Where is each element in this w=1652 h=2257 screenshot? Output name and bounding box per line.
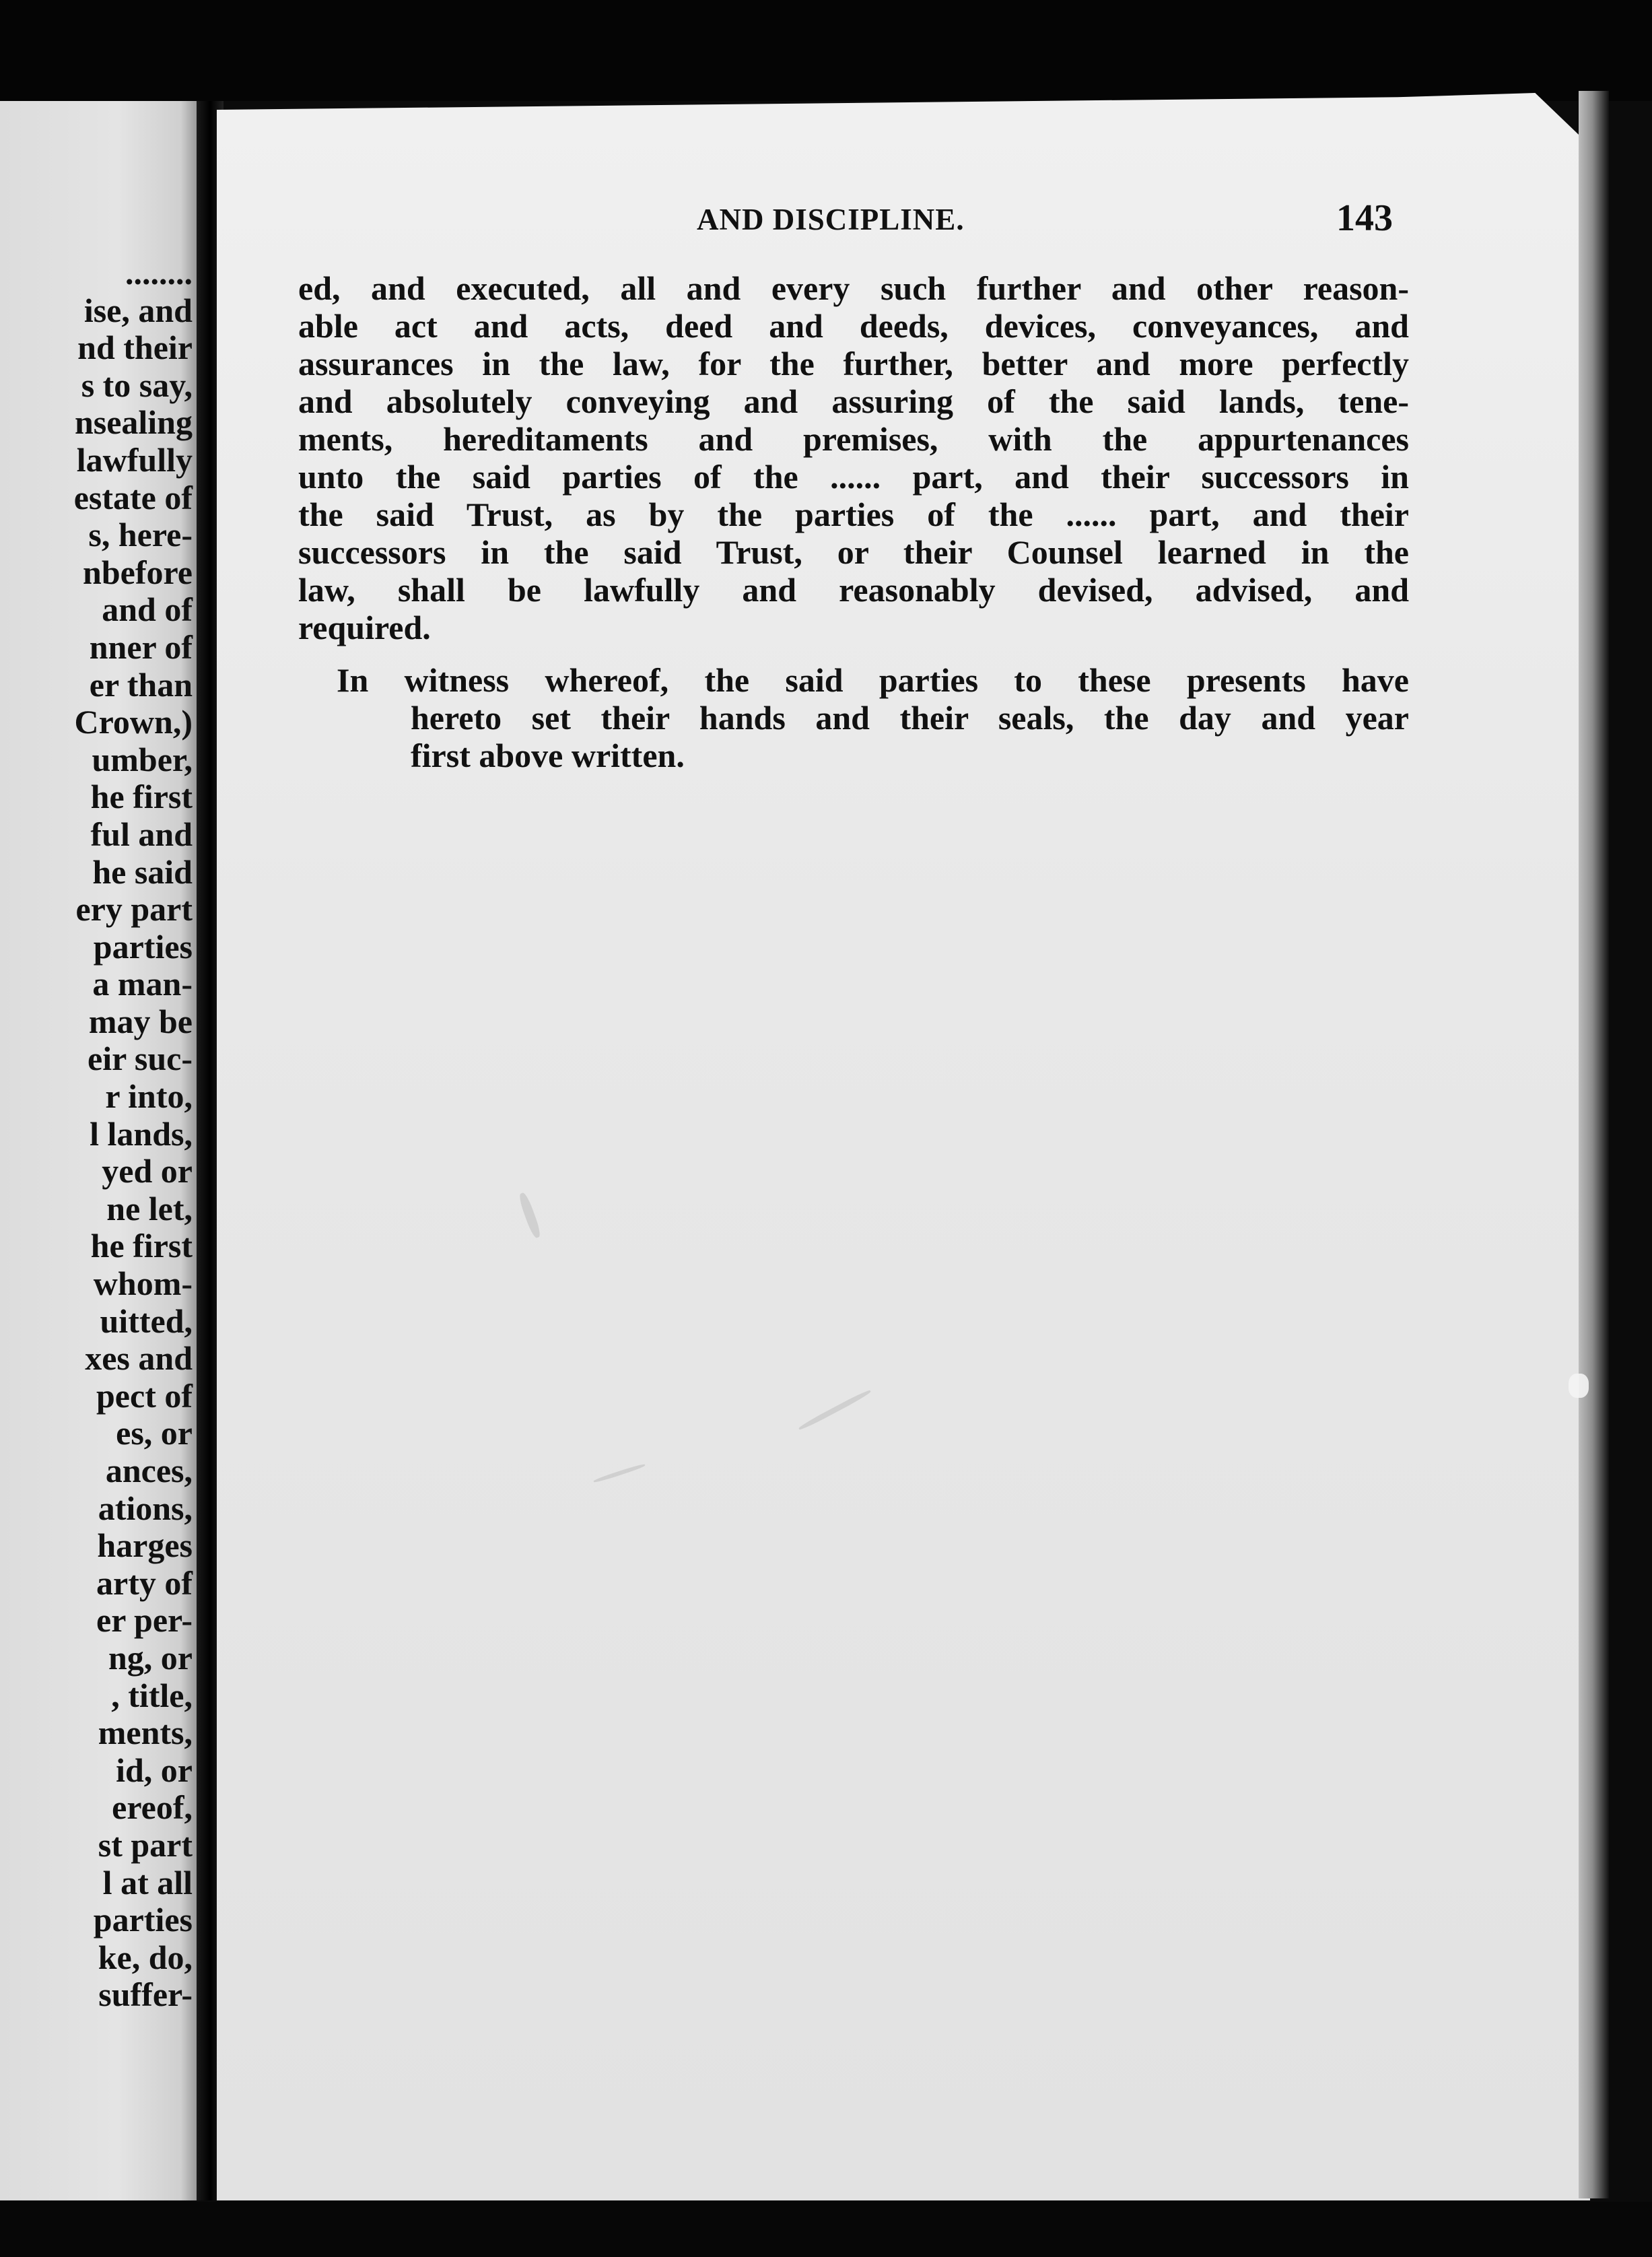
- facing-page-text: [0, 255, 193, 2014]
- text-line: unto the said parties of the ...... part, and their successors in: [298, 458, 1409, 496]
- running-title: AND DISCIPLINE.: [697, 203, 965, 236]
- facing-page-line: he first: [90, 778, 193, 816]
- facing-page-line: suffer-: [98, 1976, 193, 2014]
- facing-page-line: uitted,: [100, 1302, 193, 1340]
- facing-page-line: he first: [90, 1227, 193, 1265]
- facing-page-line: ne let,: [106, 1189, 193, 1227]
- facing-page-line: estate of: [73, 478, 193, 516]
- paper-stain: [1569, 1374, 1589, 1398]
- facing-page-line: ments,: [98, 1714, 193, 1752]
- facing-page-line: r into,: [105, 1077, 193, 1116]
- text-line: law, shall be lawfully and reasonably devised, advised, and: [298, 571, 1409, 609]
- facing-page-line: er than: [89, 665, 193, 704]
- page-edge-shadow: [1579, 91, 1609, 2198]
- facing-page-line: lawfully: [76, 440, 193, 479]
- facing-page-line: parties: [93, 1901, 193, 1939]
- facing-page-line: ereof,: [112, 1788, 193, 1827]
- paragraph-witness-clause: [298, 661, 1409, 774]
- facing-page-line: l at all: [102, 1863, 193, 1901]
- facing-page-line: s, here-: [88, 516, 193, 554]
- facing-page-line: nsealing: [74, 403, 193, 442]
- facing-page-line: and of: [102, 591, 193, 629]
- facing-page-line: whom-: [93, 1265, 193, 1303]
- facing-page-line: ery part: [75, 890, 193, 929]
- facing-page-line: parties: [93, 927, 193, 966]
- facing-page-line: nbefore: [83, 553, 193, 591]
- text-line: hereto set their hands and their seals, the day and year: [411, 699, 1409, 737]
- text-line: and absolutely conveying and assuring of the said lands, tene-: [298, 382, 1409, 420]
- facing-page-line: es, or: [116, 1414, 193, 1452]
- text-line: successors in the said Trust, or their Counsel learned in the: [298, 533, 1409, 571]
- facing-page-line: nd their: [77, 329, 193, 367]
- text-line: first above written.: [411, 737, 685, 774]
- page-body: [298, 269, 1409, 774]
- facing-page-line: ........: [125, 254, 193, 292]
- facing-page-line: yed or: [102, 1152, 193, 1190]
- facing-page-line: may be: [88, 1002, 193, 1040]
- facing-page-line: ances,: [105, 1452, 193, 1489]
- facing-page-line: , title,: [111, 1676, 193, 1714]
- facing-page-line: nner of: [89, 628, 193, 666]
- facing-page-line: xes and: [85, 1339, 193, 1378]
- text-line: able act and acts, deed and deeds, devices, conveyances, and: [298, 307, 1409, 345]
- facing-page-line: s to say,: [81, 366, 193, 404]
- facing-page-line: ng, or: [108, 1638, 193, 1677]
- scan-top-border: [0, 0, 1652, 101]
- scan-bottom-border: [0, 2202, 1652, 2257]
- facing-page-line: a man-: [92, 965, 193, 1003]
- facing-page-line: ful and: [90, 815, 193, 853]
- paragraph-deed-clause: [298, 269, 1409, 646]
- facing-page-line: ations,: [98, 1489, 193, 1527]
- text-line: ments, hereditaments and premises, with the appurtenances: [298, 420, 1409, 458]
- facing-page-line: ke, do,: [98, 1938, 193, 1976]
- text-line: In witness whereof, the said parties to these presents have: [337, 661, 1409, 699]
- facing-page-line: he said: [92, 852, 193, 891]
- facing-page-line: harges: [97, 1526, 193, 1565]
- facing-page-line: id, or: [116, 1751, 193, 1789]
- facing-page-line: arty of: [96, 1563, 193, 1602]
- facing-page-line: st part: [98, 1825, 193, 1864]
- facing-page-line: l lands,: [90, 1114, 193, 1153]
- text-line: assurances in the law, for the further, better and more perfectly: [298, 345, 1409, 382]
- page-number: 143: [1336, 197, 1393, 239]
- text-line: ed, and executed, all and every such further and other reason-: [298, 269, 1409, 307]
- text-line: required.: [298, 609, 431, 646]
- facing-page-line: ise, and: [83, 291, 193, 329]
- facing-page-line: er per-: [96, 1601, 193, 1640]
- facing-page-left: [0, 101, 197, 2200]
- facing-page-line: eir suc-: [88, 1040, 193, 1078]
- facing-page-line: Crown,): [74, 703, 193, 741]
- facing-page-line: umber,: [92, 740, 193, 778]
- facing-page-line: pect of: [96, 1376, 193, 1415]
- text-line: the said Trust, as by the parties of the ...... part, and their: [298, 496, 1409, 533]
